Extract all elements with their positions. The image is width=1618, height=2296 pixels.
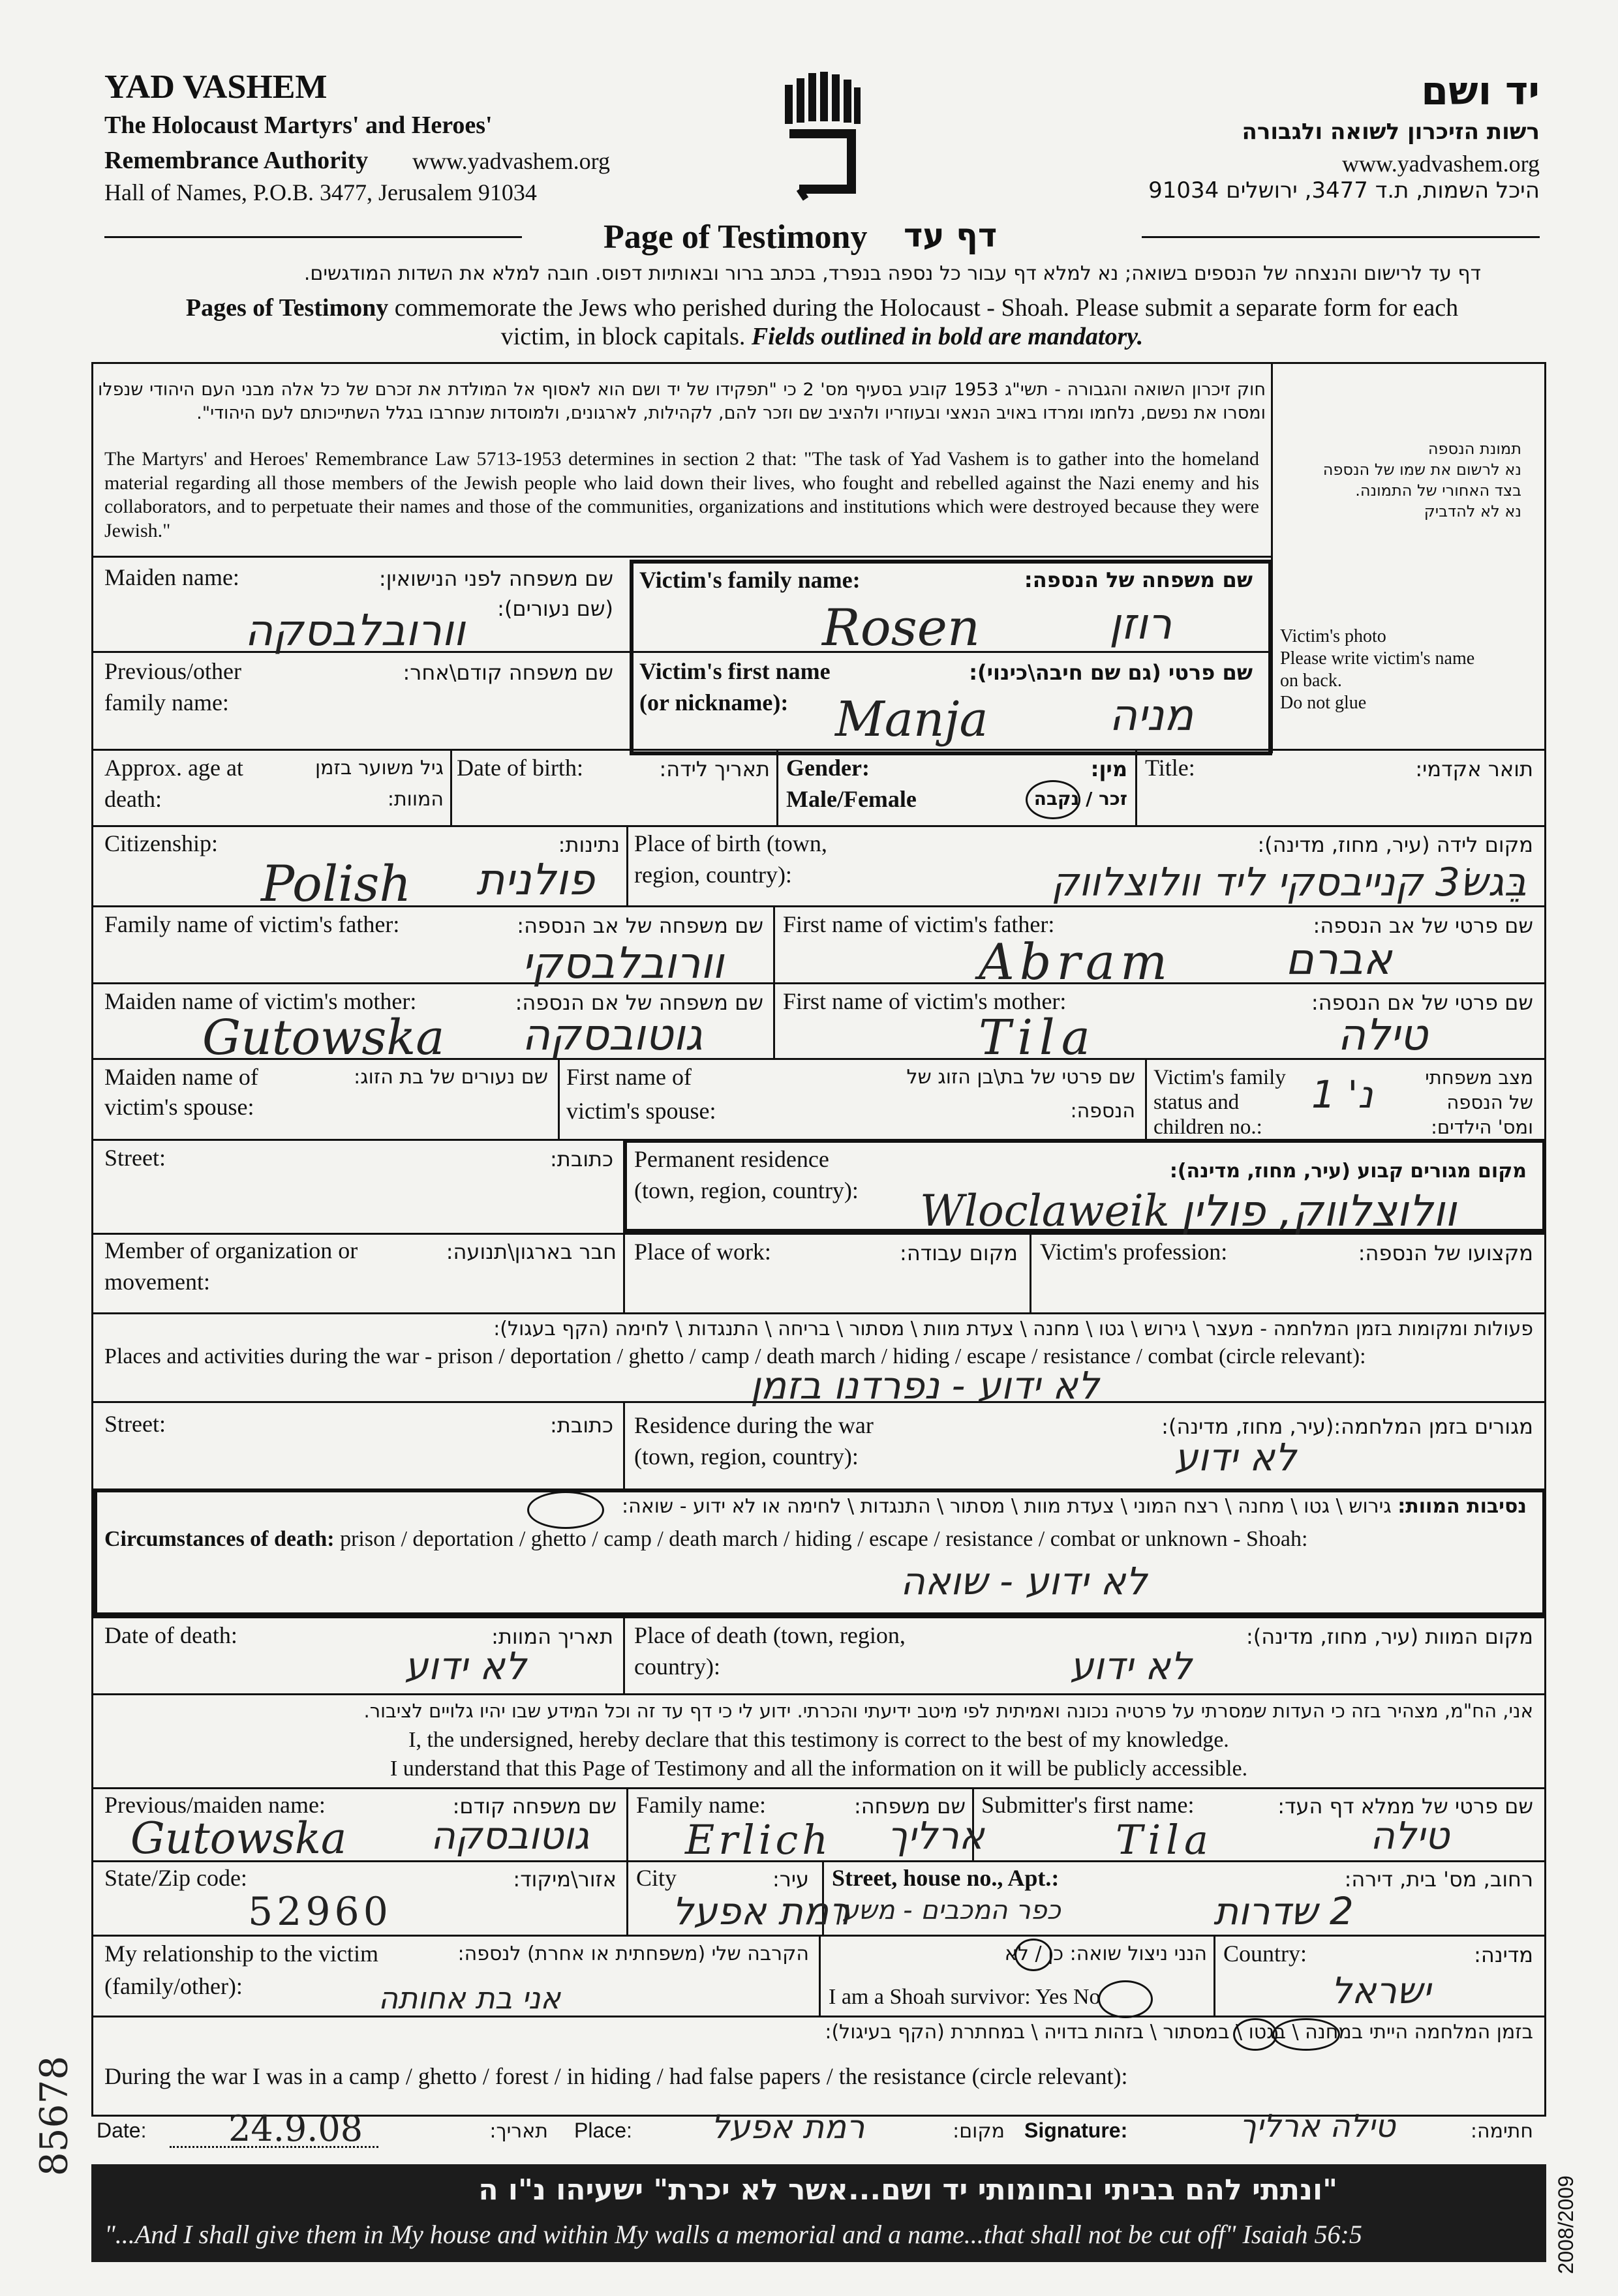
relationship-label-1: My relationship to the victim: [104, 1941, 378, 1967]
signature-label: Signature:: [1024, 2119, 1128, 2142]
v-street2: [623, 1401, 625, 1488]
instructions-en-rest2: victim, in block capitals.: [500, 323, 752, 350]
place-value[interactable]: רמת אפעל: [711, 2108, 865, 2146]
prev-name-label-1: Previous/other: [104, 658, 241, 684]
rule-3090: [91, 2016, 1546, 2017]
res-war-label-he: מגורים בזמן המלחמה:(עיר, מחוז, מדינה):: [1161, 1414, 1533, 1439]
gender-label-2: Male/Female: [786, 786, 917, 812]
v-citizen: [626, 825, 628, 905]
maiden-name-label-he2: (שם נעורים):: [497, 596, 613, 621]
pob-label-he: מקום לידה (עיר, מחוז, מדינה):: [1257, 832, 1533, 857]
org-name-en: YAD VASHEM: [104, 68, 328, 106]
header-rule-right: [1142, 236, 1540, 238]
signature-label-he: חתימה:: [1470, 2120, 1533, 2143]
res-war-label-1: Residence during the war: [634, 1412, 874, 1438]
perm-res-value-en[interactable]: Wloclaweik: [920, 1186, 1170, 1236]
circumstances-label-en: [104, 1525, 1307, 1554]
street-label-he: כתובת:: [550, 1147, 613, 1171]
gender-label-he-1: מין:: [1090, 757, 1127, 781]
city-label: City: [636, 1865, 677, 1891]
prev-name-label-he: שם משפחה קודם\אחר:: [403, 660, 613, 685]
signature-value[interactable]: טילה ארליך: [1240, 2108, 1396, 2145]
survivor-no[interactable]: No: [1073, 1985, 1101, 2009]
rule-2596: [91, 1693, 1546, 1695]
father-family-value[interactable]: וורובלבסקי: [522, 938, 724, 988]
v-gender: [776, 749, 778, 826]
shoah-circle[interactable]: [527, 1491, 604, 1529]
date-label-he: תאריך:: [489, 2120, 548, 2143]
instructions-en-bold: Pages of Testimony: [185, 294, 389, 322]
survivor-yes-he-circle: [1015, 1939, 1052, 1971]
pod-label-2: country):: [634, 1654, 720, 1680]
footer-quote-he: "ונתתי להם בביתי ובחומותי יד ושם...אשר לא יכרת" ישעיהו נ"ו ה: [478, 2173, 1337, 2207]
citizenship-label-he: נתינות:: [558, 832, 620, 857]
photo-note-he-2: נא לרשום את שמו של הנספה: [1322, 461, 1521, 479]
family-status-value[interactable]: נ' 1: [1311, 1072, 1373, 1117]
mother-maiden-label: Maiden name of victim's mother:: [104, 988, 417, 1014]
survivor-label-he: הנני ניצול שואה: כן / לא: [1004, 1942, 1207, 1965]
perm-res-label-2: (town, region, country):: [634, 1177, 859, 1203]
family-name-value-en[interactable]: Rosen: [822, 599, 981, 657]
law-text-en: The Martyrs' and Heroes' Remembrance Law 5713-1953 determines in section 2 that: "The task of Yad Vashem is to gather into the homeland material regarding all those members of the Jewish people who laid down their lives, who fought and rebelled against the Nazi enemy and his collaborators, and to perpetuate their names and those of the communities, organizations and institutions which were destroyed because they were Jewish.": [104, 448, 1259, 541]
instructions-en-2: [104, 321, 1540, 353]
war-label-en: During the war I was in a camp / ghetto / forest / in hiding / had false papers / the resistance (circle relevant):: [104, 2063, 1128, 2089]
first-name-value-en[interactable]: Manja: [835, 691, 988, 748]
res-war-label-2: (town, region, country):: [634, 1443, 859, 1470]
v-sub1: [626, 1787, 628, 1860]
places-label-en: Places and activities during the war - prison / deportation / ghetto / camp / death march / hiding / escape / resistance / combat (circle relevant):: [104, 1344, 1366, 1368]
maiden-name-label-he: שם משפחה לפני הנישואין:: [378, 566, 613, 591]
sub-first-value-en[interactable]: Tila: [1116, 1816, 1214, 1864]
family-name-label-he: שם משפחה של הנספה:: [1024, 567, 1253, 592]
v-work: [1030, 1233, 1031, 1312]
mother-maiden-value-en[interactable]: Gutowska: [202, 1010, 445, 1066]
war-camp-circle[interactable]: [1272, 2018, 1340, 2051]
father-family-label-he: שם משפחה של אב הנספה:: [517, 913, 763, 938]
date-label: Date:: [97, 2119, 147, 2142]
age-label-1: Approx. age at: [104, 755, 243, 781]
circumstances-label-he: [91, 1494, 1527, 1520]
sub-prev-label: Previous/maiden name:: [104, 1792, 326, 1818]
org-url-he: www.yadvashem.org: [1342, 151, 1540, 177]
org-address-he: היכל השמות, ת.ד 3477, ירושלים 91034: [1148, 177, 1540, 204]
work-label-he: מקום עבודה:: [900, 1241, 1018, 1265]
v-sub5: [819, 1935, 821, 2016]
work-label: Place of work:: [634, 1239, 771, 1265]
profession-label: Victim's profession:: [1040, 1239, 1228, 1265]
v-dod: [623, 1616, 625, 1693]
family-status-label-he-3: ומס' הילדים:: [1431, 1116, 1533, 1138]
first-name-value-he[interactable]: מניה: [1109, 690, 1194, 740]
citizenship-value-en[interactable]: Polish: [261, 854, 412, 913]
sub-first-label-he: שם פרטי של ממלא דף העד:: [1277, 1794, 1533, 1819]
yad-vashem-logo: [780, 72, 864, 202]
pob-value[interactable]: בֵּגשׂ3 קנייבסקי ליד וולוצלווק: [1051, 860, 1527, 905]
org-name-en-line2: The Holocaust Martyrs' and Heroes': [104, 112, 493, 139]
date-dots: [170, 2146, 378, 2148]
maiden-name-value[interactable]: וורובלבסקה: [245, 605, 465, 656]
gender-label-1: Gender:: [786, 755, 870, 781]
org-name-he-line2: רשות הזיכרון לשואה ולגבורה: [1242, 119, 1540, 145]
photo-note-he-1: תמונת הנספה: [1427, 440, 1521, 458]
survivor-yes-circle: [1098, 1980, 1153, 2018]
father-first-label-he: שם פרטי של אב הנספה:: [1313, 913, 1533, 938]
photo-note-en-2: Please write victim's name: [1280, 648, 1475, 669]
dod-label: Date of death:: [104, 1622, 237, 1648]
title-label-he: תואר אקדמי:: [1415, 757, 1533, 781]
instructions-en-mandatory: Fields outlined in bold are mandatory.: [751, 323, 1144, 350]
maiden-name-label: Maiden name:: [104, 564, 239, 590]
profession-label-he: מקצועו של הנספה:: [1358, 1241, 1533, 1265]
war-label-he: בזמן המלחמה הייתי במחנה \ בגטו \ במסתור \ בזהות בדויה \ במחתרת (הקף בעיגול):: [825, 2021, 1533, 2044]
pob-label-2: region, country):: [634, 862, 792, 888]
prev-name-label-2: family name:: [104, 689, 229, 716]
war-ghetto-circle[interactable]: [1233, 2018, 1277, 2051]
circumstances-label-he-bold: נסיבות המוות:: [1397, 1495, 1527, 1518]
street2-label-he: כתובת:: [550, 1413, 613, 1438]
margin-id-number: [26, 2055, 78, 2179]
father-first-value-en[interactable]: Abram: [979, 933, 1173, 991]
perm-res-value-he[interactable]: וולוצלווק, פולין: [1181, 1186, 1457, 1236]
sub-street-value-2[interactable]: 2 שדרות: [1214, 1889, 1354, 1933]
first-name-label-he: שם פרטי (גם שם חיבה\כינוי):: [969, 660, 1253, 685]
v-sub3: [626, 1860, 628, 1935]
dod-value[interactable]: לא ידוע: [404, 1644, 527, 1688]
city-label-he: עיר:: [772, 1867, 809, 1892]
sub-street-label: Street, house no., Apt.:: [832, 1865, 1060, 1891]
perm-res-label-he: מקום מגורים קבוע (עיר, מחוז, מדינה):: [1169, 1160, 1527, 1183]
relationship-label-he: הקרבה שלי (משפחתית או אחרת) לנספה:: [457, 1942, 809, 1965]
street-label: Street:: [104, 1145, 166, 1171]
spouse-first-label-he-2: הנספה:: [1070, 1100, 1135, 1123]
place-label: Place:: [574, 2119, 632, 2142]
sub-family-label: Family name:: [636, 1792, 766, 1818]
sub-prev-value-he[interactable]: גוטובסקה: [431, 1813, 590, 1858]
photo-note-en-1: Victim's photo: [1280, 626, 1386, 646]
form-title-en: Page of Testimony: [603, 219, 868, 256]
age-label-he-2: המוות:: [387, 788, 444, 811]
res-war-value[interactable]: לא ידוע: [1174, 1435, 1296, 1479]
family-status-label-2: status and: [1153, 1091, 1240, 1114]
family-status-label-he-2: של הנספה: [1446, 1091, 1533, 1113]
mother-maiden-value-he[interactable]: גוטובסקה: [522, 1010, 703, 1060]
sub-street-label-he: רחוב, מס' בית, דירה:: [1344, 1867, 1533, 1892]
country-value[interactable]: ישראל: [1331, 1970, 1431, 2012]
rule-2478: [91, 1616, 1546, 1618]
dob-label: Date of birth:: [457, 755, 583, 781]
photo-note-he-4: נא לא להדביק: [1424, 502, 1521, 521]
first-name-label-2: (or nickname):: [639, 689, 789, 716]
pod-value[interactable]: לא ידוע: [1070, 1644, 1192, 1688]
dod-label-he: תאריך המוות:: [491, 1624, 613, 1649]
pod-label-he: מקום המוות (עיר, מחוז, מדינה):: [1245, 1624, 1533, 1649]
margin-form-code-text: 2008/2009: [1553, 2175, 1578, 2274]
age-label-he-1: גיל משוער בזמן: [315, 757, 444, 779]
rule-852: [91, 556, 1271, 558]
member-label-2: movement:: [104, 1269, 210, 1295]
spouse-first-label-1: First name of: [566, 1064, 692, 1090]
footer-quote-en: "...And I shall give them in My house and within My walls a memorial and a name...that shall not be cut off" Isaiah 56:5: [104, 2220, 1362, 2249]
spouse-first-label-he-1: שם פרטי של בת\בן הזוג של: [906, 1066, 1135, 1089]
declaration-he: אני, הח"מ, מצהיר בזה כי העדות שמסרתי על פרטיה נכונה ואמיתית לפי מיטב ידיעתי והכרתי. ידוע לי כי דף עד זה וכל המידע שבו יהיו גלויים לציבור.: [363, 1700, 1533, 1722]
org-name-en-line3: Remembrance Authority: [104, 147, 369, 174]
spouse-maiden-label-he: שם נעורים של בת הזוג:: [354, 1066, 548, 1089]
rule-2740: [91, 1787, 1546, 1789]
sub-family-value-en[interactable]: Erlich: [685, 1816, 832, 1864]
zip-label-he: אזור\מיקוד:: [513, 1867, 617, 1892]
circumstances-label-en-bold: Circumstances of death:: [104, 1527, 335, 1551]
org-address-en: Hall of Names, P.O.B. 3477, Jerusalem 91034: [104, 179, 537, 205]
sub-first-label: Submitter's first name:: [981, 1792, 1195, 1818]
margin-form-code: [1553, 2166, 1592, 2283]
v-sub6: [1214, 1935, 1215, 2016]
place-label-he: מקום:: [953, 2120, 1005, 2143]
header-rule-left: [104, 236, 522, 238]
country-label: Country:: [1223, 1941, 1307, 1967]
law-text-he: חוק זיכרון השואה והגבורה - תשי"ג 1953 קובע בסעיף מס' 2 כי "תפקידו של יד ושם הוא לאסוף אל המולדת את זכרם של כל אלה מבני העם היהודי שנפלו ומסרו את נפשם, נלחמו ומרדו באויב הנאצי ובעוזריו ולהציב שם וזכר להם, לקהילות, לארגונים, ולמוסדות שנחרבו בגלל השתייכותם לעם היהודי".: [98, 380, 1266, 424]
declaration-en-1: I, the undersigned, hereby declare that this testimony is correct to the best of my knowledge.: [408, 1728, 1229, 1752]
v-spouse1: [558, 1058, 560, 1139]
pob-label-1: Place of birth (town,: [634, 830, 827, 856]
mother-maiden-label-he: שם משפחה של אם הנספה:: [515, 990, 763, 1015]
mother-first-value-he[interactable]: טילה: [1337, 1010, 1428, 1060]
zip-label: State/Zip code:: [104, 1865, 247, 1891]
rule-1265: [91, 825, 1546, 827]
circumstances-label-en-rest: prison / deportation / ghetto / camp / death march / hiding / escape / resistance / combat or unknown - Shoah:: [334, 1527, 1308, 1551]
gender-female-circle[interactable]: [1026, 780, 1080, 819]
age-label-2: death:: [104, 786, 162, 812]
places-label-he: פעולות ומקומות בזמן המלחמה - מעצר \ גירוש \ גטו \ מחנה \ צעדת מוות \ מסתור \ בריחה \ התנגדות \ לחימה (הקף בעגול):: [493, 1318, 1533, 1340]
rule-2012: [91, 1312, 1546, 1314]
dob-label-he: תאריך לידה:: [659, 757, 770, 781]
survivor-question: I am a Shoah survivor:: [829, 1985, 1031, 2009]
family-name-label: Victim's family name:: [639, 567, 861, 593]
sub-first-value-he[interactable]: טילה: [1370, 1813, 1450, 1858]
circumstances-value[interactable]: לא ידוע - שואה: [900, 1559, 1148, 1603]
mother-first-label-he: שם פרטי של אם הנספה:: [1311, 990, 1533, 1015]
sub-family-value-he[interactable]: ארליך: [887, 1813, 985, 1858]
sub-prev-value-en[interactable]: Gutowska: [130, 1813, 347, 1864]
org-url-en: www.yadvashem.org: [412, 148, 610, 174]
spouse-maiden-label-1: Maiden name of: [104, 1064, 258, 1090]
survivor-yes[interactable]: Yes: [1035, 1985, 1068, 2009]
street2-label: Street:: [104, 1411, 166, 1437]
citizenship-value-he[interactable]: פולנית: [476, 854, 595, 905]
family-name-value-he[interactable]: רוזן: [1109, 599, 1172, 649]
date-value[interactable]: 24.9.08: [228, 2108, 363, 2149]
survivor-label-en: [829, 1983, 1101, 2012]
family-status-label-he-1: מצב משפחתי: [1425, 1066, 1533, 1089]
sub-street-value[interactable]: כפר המכבים - משען: [835, 1896, 1061, 1926]
v-title: [1135, 749, 1137, 826]
sub-family-label-he: שם משפחה:: [853, 1794, 966, 1819]
instructions-en-rest: commemorate the Jews who perished during the Holocaust - Shoah. Please submit a separate form for each: [388, 294, 1459, 322]
photo-note-en-4: Do not glue: [1280, 693, 1367, 713]
v-parents: [773, 905, 775, 1059]
zip-value[interactable]: 52960: [248, 1889, 392, 1935]
mother-first-value-en[interactable]: Tila: [979, 1010, 1097, 1066]
member-label-he: חבר בארגון\תנועה:: [446, 1239, 617, 1264]
title-label: Title:: [1145, 755, 1195, 781]
member-label-1: Member of organization or: [104, 1237, 358, 1263]
margin-id-text: 85678: [31, 2055, 76, 2177]
v-age: [450, 749, 452, 826]
places-value[interactable]: לא ידוע - נפרדנו בזמן: [750, 1363, 1099, 1408]
spouse-maiden-label-2: victim's spouse:: [104, 1094, 254, 1120]
father-first-label: First name of victim's father:: [783, 911, 1055, 937]
pod-label-1: Place of death (town, region,: [634, 1622, 906, 1648]
form-title-he: דף עד: [904, 217, 998, 254]
father-family-label: Family name of victim's father:: [104, 911, 400, 937]
gender-label-he-2: זכר / נקבה: [1033, 788, 1127, 809]
circumstances-label-he-rest: גירוש \ גטו \ מחנה \ רצח המוני \ צעדת מוות \ מסתור \ התנגדות \ לחימה או לא ידוע - שואה:: [622, 1495, 1392, 1518]
org-name-he: יד ושם: [1421, 68, 1540, 114]
spouse-first-label-2: victim's spouse:: [566, 1098, 716, 1124]
country-label-he: מדינה:: [1474, 1942, 1533, 1967]
declaration-en-2: I understand that this Page of Testimony and all the information on it will be publicly accessible.: [389, 1757, 1248, 1781]
perm-res-label-1: Permanent residence: [634, 1146, 829, 1172]
family-status-label-3: children no.:: [1153, 1115, 1262, 1139]
sub-prev-label-he: שם משפחה קודם:: [452, 1794, 617, 1819]
father-first-value-he[interactable]: אברם: [1285, 934, 1392, 984]
footer-banner: [91, 2164, 1546, 2262]
mother-first-label: First name of victim's mother:: [783, 988, 1067, 1014]
relationship-label-2: (family/other):: [104, 1973, 243, 1999]
photo-note-en-3: on back.: [1280, 671, 1342, 691]
v-spouse2: [1145, 1058, 1147, 1139]
first-name-label-1: Victim's first name: [639, 658, 831, 684]
relationship-value[interactable]: אני בת אחותה: [378, 1980, 561, 2016]
instructions-he: דף עד לרישום והנצחה של הנספים בשואה; נא למלא דף עבור כל נספה בנפרד, בכתב ברור ובאותיות דפוס. חובה למלא את השדות המודגשים.: [303, 262, 1481, 285]
instructions-en-1: [104, 292, 1540, 324]
photo-note-he-3: בצד האחורי של התמונה.: [1355, 481, 1521, 500]
city-value[interactable]: רמת אפעל: [672, 1889, 850, 1933]
citizenship-label: Citizenship:: [104, 830, 218, 856]
family-status-label-1: Victim's family: [1153, 1066, 1286, 1089]
